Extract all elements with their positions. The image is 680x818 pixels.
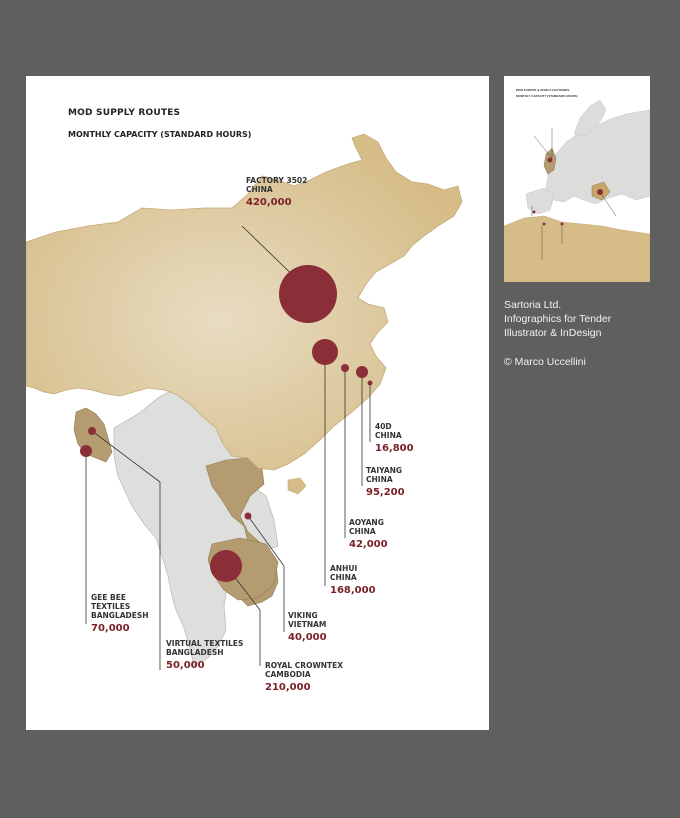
bubble-factory3502 xyxy=(279,265,337,323)
bubble-virtual xyxy=(88,427,96,435)
credit-company: Sartoria Ltd. xyxy=(504,299,562,311)
credit-description: Infographics for Tender xyxy=(504,313,612,325)
label-geebee: GEE BEE TEXTILES BANGLADESH 70,000 xyxy=(91,593,149,634)
africa-shape xyxy=(504,216,650,282)
bubble-geebee xyxy=(80,445,92,457)
label-royal: ROYAL CROWNTEX CAMBODIA 210,000 xyxy=(265,661,344,693)
map-title: MOD SUPPLY ROUTES xyxy=(68,108,181,118)
thumbnail-title: MOD EUROPE & AFRICA FACTORIES xyxy=(516,88,570,92)
label-taiyang: TAIYANG CHINA 95,200 xyxy=(366,466,405,498)
thumbnail-map xyxy=(504,76,650,282)
bubble-royal xyxy=(210,550,242,582)
credit-block xyxy=(504,298,674,340)
label-aoyang: AOYANG CHINA 42,000 xyxy=(349,518,388,550)
label-40d: 40D CHINA 16,800 xyxy=(375,422,414,454)
europe-thumbnail xyxy=(504,76,650,282)
bubble-taiyang xyxy=(356,366,368,378)
map-panel xyxy=(26,76,489,730)
bubble-anhui xyxy=(312,339,338,365)
bubble-viking xyxy=(245,513,252,520)
thumbnail-subtitle: MONTHLY CAPACITY (STANDARD HOURS) xyxy=(516,94,578,98)
label-factory3502: FACTORY 3502 CHINA 420,000 xyxy=(246,176,308,208)
map-subtitle: MONTHLY CAPACITY (STANDARD HOURS) xyxy=(68,130,252,139)
label-viking: VIKING VIETNAM 40,000 xyxy=(288,611,327,643)
copyright-text: © Marco Uccellini xyxy=(504,356,586,368)
bangladesh-shape xyxy=(74,408,112,462)
credit-tools: Illustrator & InDesign xyxy=(504,327,602,339)
hainan-shape xyxy=(288,478,306,494)
bubble-aoyang xyxy=(341,364,349,372)
bubble-40d xyxy=(368,381,373,386)
label-virtual: VIRTUAL TEXTILES BANGLADESH 50,000 xyxy=(166,639,244,671)
label-anhui: ANHUI CHINA 168,000 xyxy=(330,564,376,596)
